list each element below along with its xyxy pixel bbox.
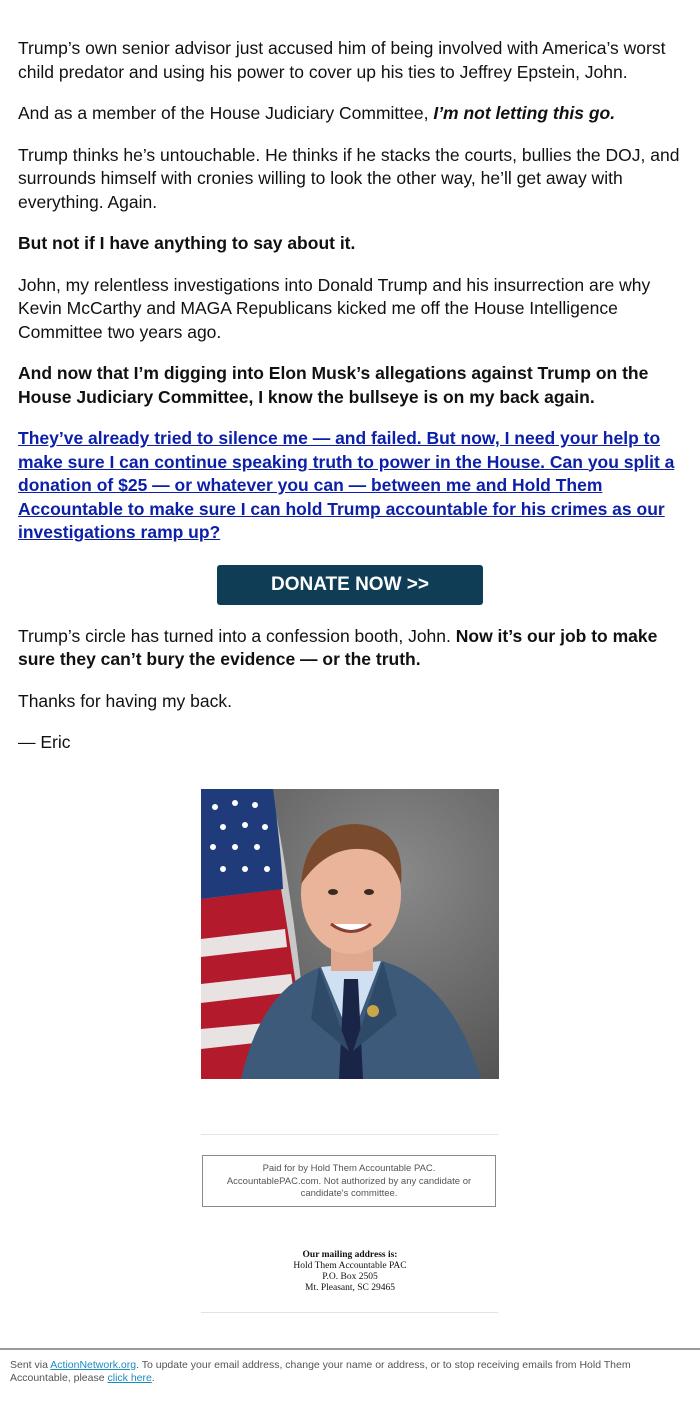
- paragraph: John, my relentless investigations into Donald Trump and his insurrection are why Kevin McCarthy and MAGA Republicans kicked me off the House Intelligence Committee two years ago.: [18, 274, 651, 342]
- paragraph: [18, 625, 682, 672]
- button-container: [18, 565, 682, 605]
- mailing-name: Hold Them Accountable PAC: [293, 1261, 407, 1271]
- paragraph-text: And as a member of the House Judiciary Committee,: [18, 103, 434, 123]
- mailing-heading: Our mailing address is:: [302, 1250, 398, 1260]
- thanks-line: Thanks for having my back.: [18, 690, 232, 711]
- paragraph-text: Trump’s circle has turned into a confession booth, John.: [18, 625, 456, 646]
- footer-divider: [0, 1348, 700, 1350]
- mailing-box: P.O. Box 2505: [322, 1272, 378, 1282]
- donate-link-paragraph: [18, 427, 682, 545]
- disclaimer-line: AccountablePAC.com. Not authorized by any candidate or candidate's committee.: [226, 1175, 472, 1199]
- actionnetwork-link[interactable]: ActionNetwork.org: [50, 1359, 137, 1371]
- portrait-illustration: [201, 789, 499, 1079]
- unsubscribe-link[interactable]: click here: [107, 1372, 152, 1384]
- disclaimer-line: Paid for by Hold Them Accountable PAC.: [262, 1163, 436, 1174]
- donate-now-button[interactable]: DONATE NOW >>: [217, 565, 483, 605]
- portrait-photo: [201, 789, 499, 1079]
- footer-text: Sent via: [10, 1359, 51, 1371]
- bold-text: Now it’s our job to make sure they can’t bury the evidence — or the truth.: [18, 625, 658, 669]
- mailing-address: [201, 1250, 499, 1294]
- paragraph: Trump’s own senior advisor just accused him of being involved with America’s worst child predator and using his power to cover up his ties to Jeffrey Epstein, John.: [18, 38, 666, 82]
- footer-text: . To update your email address, change your name or address, or to stop receiving emails from Hold Them Accountable, please: [10, 1359, 631, 1384]
- paragraph: Trump thinks he’s untouchable. He thinks if he stacks the courts, bullies the DOJ, and surrounds himself with cronies willing to look the other way, he’ll get away with everything. Again.: [18, 144, 680, 212]
- footer: [10, 1359, 680, 1385]
- donate-ask-link[interactable]: They’ve already tried to silence me — and failed. But now, I need your help to make sure I can continue speaking truth to power in the House. Can you split a donation of $25 — or whatever you can — between me and Hold Them Accountable to make sure I can hold Trump accountable for his crimes as our investigations ramp up?: [18, 428, 675, 542]
- bold-paragraph: But not if I have anything to say about it.: [18, 233, 356, 253]
- email-body: [18, 37, 682, 773]
- paragraph: [18, 102, 682, 126]
- bold-paragraph: And now that I’m digging into Elon Musk’s allegations against Trump on the House Judiciary Committee, I know the bullseye is on my back again.: [18, 363, 649, 407]
- divider: [201, 1134, 498, 1135]
- paid-for-disclaimer: [202, 1155, 496, 1207]
- footer-text: .: [151, 1372, 155, 1384]
- mailing-city: Mt. Pleasant, SC 29465: [305, 1283, 395, 1293]
- emphasis-text: I’m not letting this go.: [433, 103, 616, 123]
- signoff: — Eric: [18, 732, 71, 752]
- divider: [201, 1312, 498, 1313]
